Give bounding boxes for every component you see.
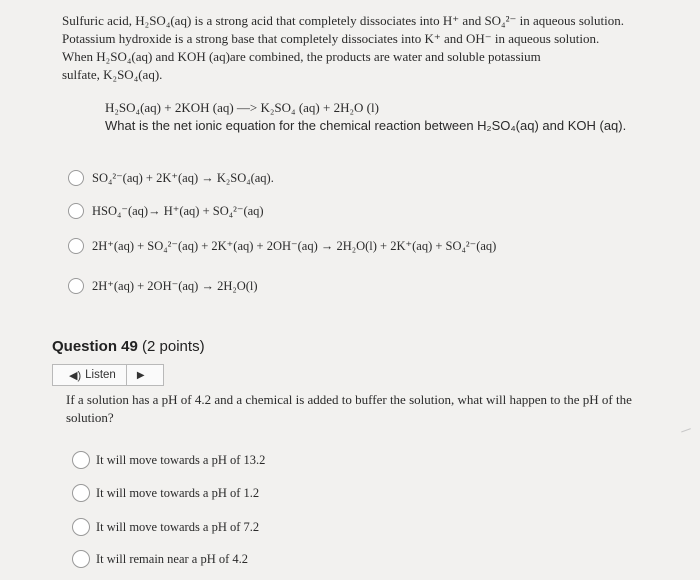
q48-option-3-label: 2H⁺(aq) + SO₄²⁻(aq) + 2K⁺(aq) + 2OH⁻(aq) → 2H₂O(l) + 2K⁺(aq) + SO₄²⁻(aq) xyxy=(92,239,497,253)
question-48-stem xyxy=(62,12,672,84)
q48-option-3[interactable] xyxy=(68,238,496,254)
radio-button[interactable] xyxy=(72,451,90,469)
question-49-heading xyxy=(52,338,205,355)
q48-option-1-label: SO₄²⁻(aq) + 2K⁺(aq) → K₂SO₄(aq). xyxy=(92,171,274,185)
radio-button[interactable] xyxy=(68,278,84,294)
intro-line-1: Sulfuric acid, H₂SO₄(aq) is a strong acid that completely dissociates into H⁺ and SO₄²⁻ in aqueous solution. xyxy=(62,13,624,28)
stray-mark xyxy=(679,423,691,433)
radio-button[interactable] xyxy=(72,484,90,502)
q48-option-1[interactable] xyxy=(68,170,274,186)
radio-button[interactable] xyxy=(72,550,90,568)
play-icon[interactable]: ▶ xyxy=(136,369,145,381)
q49-option-3[interactable] xyxy=(72,518,259,536)
question-49-title: Question 49 xyxy=(52,338,138,355)
q48-option-2-label: HSO₄⁻(aq)→ H⁺(aq) + SO₄²⁻(aq) xyxy=(92,204,264,218)
q48-option-4-label: 2H⁺(aq) + 2OH⁻(aq) → 2H₂O(l) xyxy=(92,279,258,293)
question-48-prompt: What is the net ionic equation for the chemical reaction between H₂SO₄(aq) and KOH (aq). xyxy=(105,118,627,133)
intro-line-4: sulfate, K₂SO₄(aq). xyxy=(62,67,163,82)
q49-option-1-label: It will move towards a pH of 13.2 xyxy=(96,452,266,467)
q49-option-4[interactable] xyxy=(72,550,248,568)
divider xyxy=(126,364,127,386)
q49-option-2[interactable] xyxy=(72,484,259,502)
q48-option-4[interactable] xyxy=(68,278,258,294)
speaker-icon: ◀) xyxy=(69,369,82,382)
q48-option-2[interactable] xyxy=(68,203,264,219)
radio-button[interactable] xyxy=(68,170,84,186)
q49-option-4-label: It will remain near a pH of 4.2 xyxy=(96,551,249,566)
intro-line-3: When H₂SO₄(aq) and KOH (aq)are combined, the products are water and soluble potassium xyxy=(62,49,541,64)
q49-option-2-label: It will move towards a pH of 1.2 xyxy=(96,485,260,500)
listen-label: Listen xyxy=(85,369,116,381)
listen-button[interactable] xyxy=(52,364,164,386)
reaction-equation: H₂SO₄(aq) + 2KOH (aq) —> K₂SO₄ (aq) + 2H₂O (l) xyxy=(105,100,379,115)
q49-option-3-label: It will move towards a pH of 7.2 xyxy=(96,519,260,534)
radio-button[interactable] xyxy=(68,238,84,254)
question-49-prompt: If a solution has a pH of 4.2 and a chemical is added to buffer the solution, what will happen to the pH of the solution? xyxy=(66,392,632,425)
question-49-points: (2 points) xyxy=(142,338,205,355)
radio-button[interactable] xyxy=(72,518,90,536)
intro-line-2: Potassium hydroxide is a strong base that completely dissociates into K⁺ and OH⁻ in aqueous solution. xyxy=(62,31,600,46)
radio-button[interactable] xyxy=(68,203,84,219)
q49-option-1[interactable] xyxy=(72,451,265,469)
